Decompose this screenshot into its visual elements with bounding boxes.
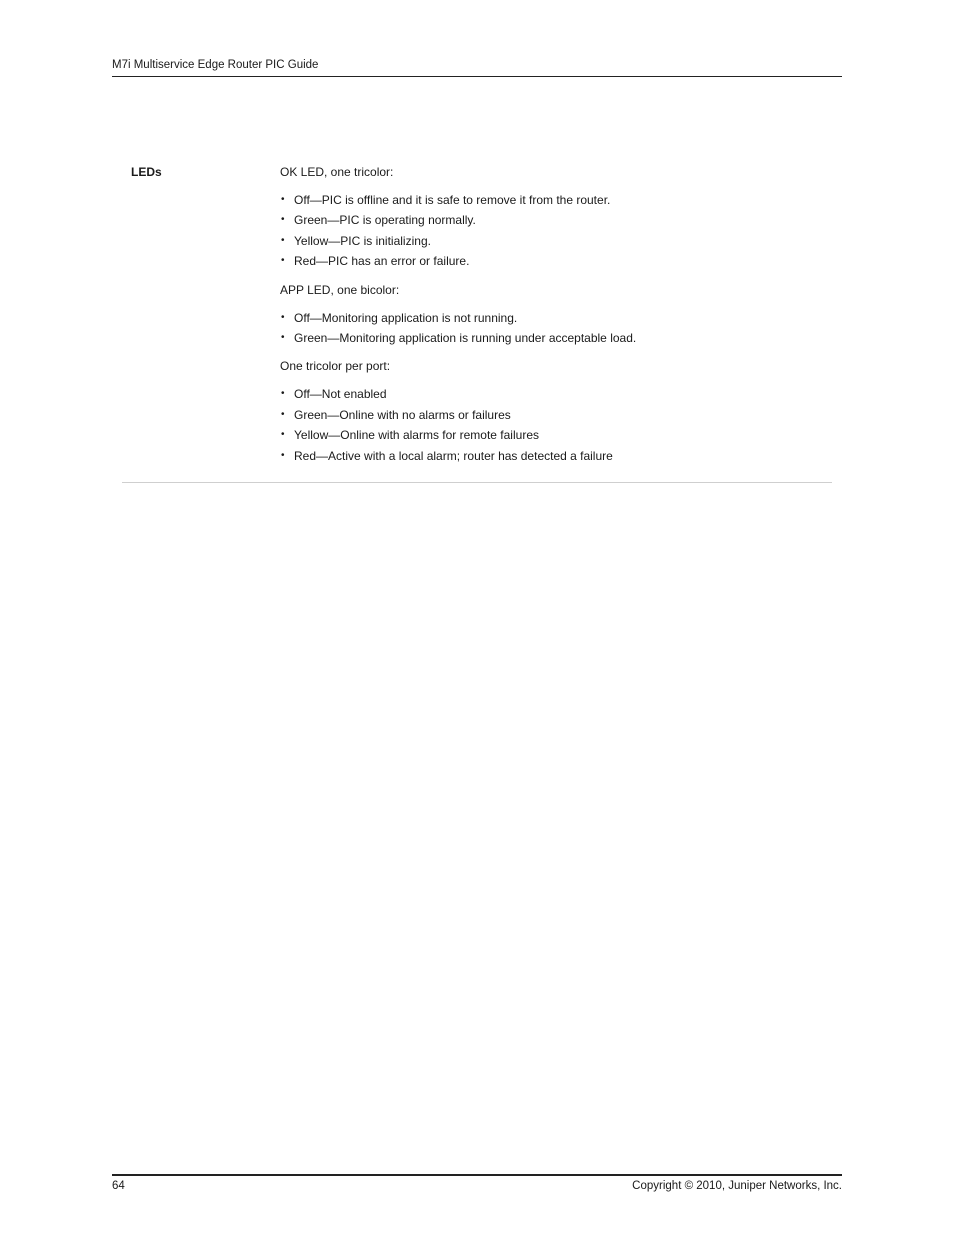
page-footer bbox=[112, 1174, 842, 1193]
app-led-intro: APP LED, one bicolor: bbox=[280, 282, 400, 297]
table-row bbox=[122, 160, 832, 472]
row-description bbox=[280, 160, 832, 472]
ok-led-list bbox=[280, 190, 832, 272]
list-item: • Green—Online with no alarms or failures bbox=[280, 405, 832, 425]
list-item: • Off—Monitoring application is not running. bbox=[280, 308, 832, 328]
ok-led-intro: OK LED, one tricolor: bbox=[280, 165, 394, 179]
page-header bbox=[112, 58, 842, 77]
list-item: • Green—Monitoring application is running under acceptable load. bbox=[280, 328, 832, 348]
app-led-list bbox=[280, 308, 832, 349]
list-item: • Yellow—Online with alarms for remote failures bbox=[280, 425, 832, 445]
copyright-notice: Copyright © 2010, Juniper Networks, Inc. bbox=[632, 1180, 842, 1192]
list-item: • Off—Not enabled bbox=[280, 384, 832, 404]
list-item: • Green—PIC is operating normally. bbox=[280, 210, 832, 230]
port-led-list bbox=[280, 384, 832, 466]
row-label: LEDs bbox=[131, 165, 162, 179]
running-header-title: M7i Multiservice Edge Router PIC Guide bbox=[112, 59, 319, 71]
list-item: • Red—Active with a local alarm; router has detected a failure bbox=[280, 446, 832, 466]
page-number: 64 bbox=[112, 1180, 125, 1192]
list-item: • Off—PIC is offline and it is safe to remove it from the router. bbox=[280, 190, 832, 210]
list-item: • Yellow—PIC is initializing. bbox=[280, 231, 832, 251]
led-spec-table bbox=[122, 160, 832, 483]
list-item: • Red—PIC has an error or failure. bbox=[280, 251, 832, 271]
port-led-intro: One tricolor per port: bbox=[280, 359, 391, 374]
